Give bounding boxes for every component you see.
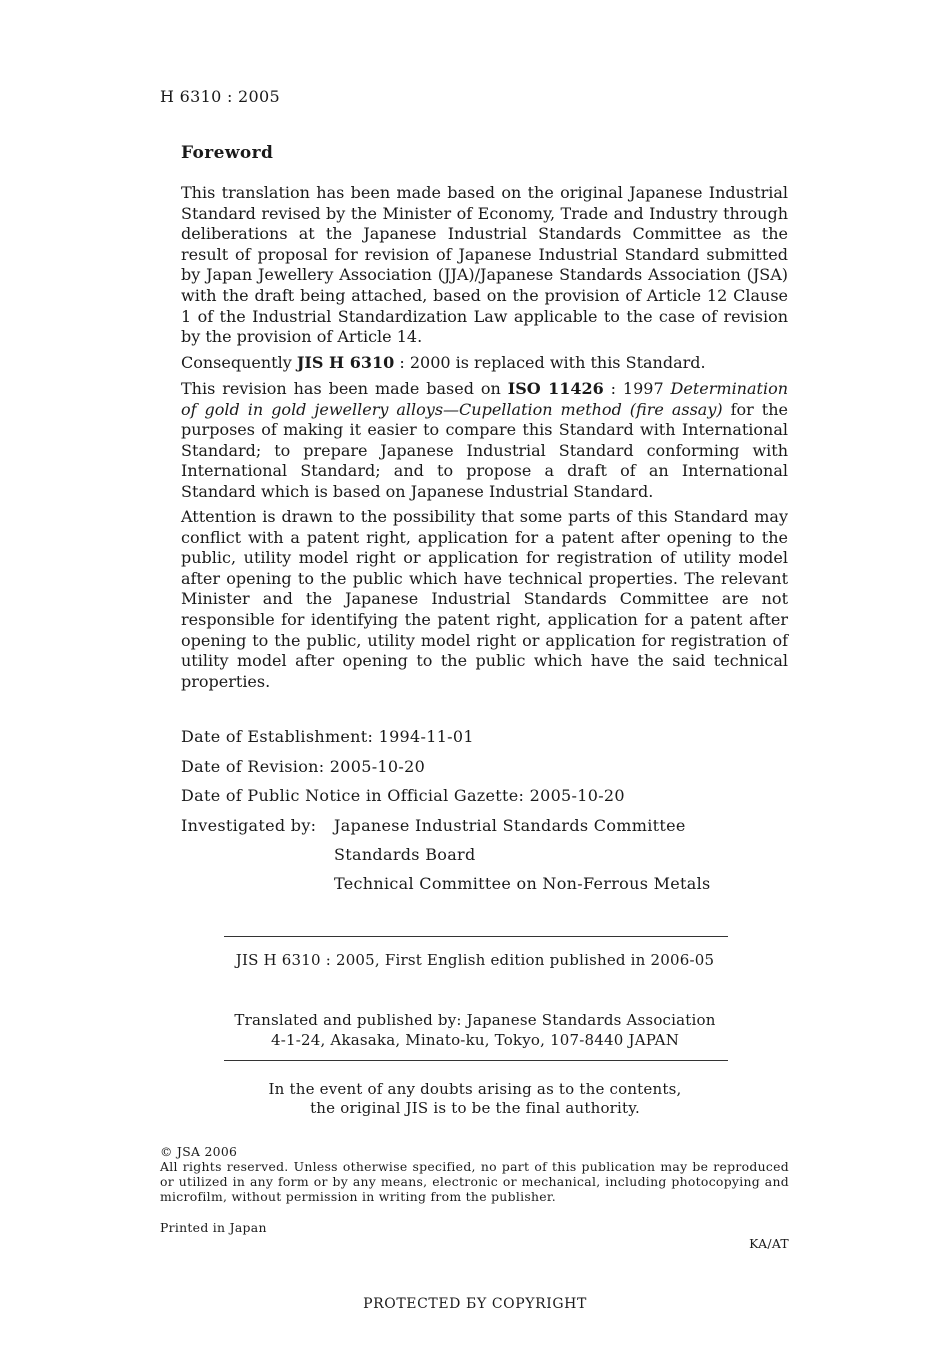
printed-in: Printed in Japan: [160, 1220, 267, 1235]
date-of-revision: Date of Revision: 2005-10-20: [181, 757, 426, 776]
translator-codes: KA/AT: [749, 1236, 789, 1251]
authority-note-line-1: In the event of any doubts arising as to the contents,: [268, 1080, 682, 1098]
publisher-address: 4-1-24, Akasaka, Minato-ku, Tokyo, 107-8440 JAPAN: [270, 1031, 680, 1049]
copyright-protection-notice: PROTECTED БY COPYRIGHT: [363, 1296, 587, 1312]
document-code: H 6310 : 2005: [160, 87, 280, 106]
p3-text-before: This revision has been made based on: [181, 379, 508, 398]
edition-line: JIS H 6310 : 2005, First English edition published in 2006-05: [235, 951, 715, 969]
p3-text-after: for the purposes of making it easier to compare this Standard with International Standard; to prepare Japanese Industrial Standard conforming with International Standard; and to propose a draft of an International Standard which is based on Japanese Industrial Standard.: [181, 399, 788, 501]
date-of-establishment: Date of Establishment: 1994-11-01: [181, 727, 474, 746]
investigator-technical-committee: Technical Committee on Non-Ferrous Metals: [334, 874, 711, 893]
date-of-public-notice: Date of Public Notice in Official Gazette: 2005-10-20: [181, 786, 625, 805]
p2-text-before: Consequently: [181, 353, 297, 372]
p3-iso-title: Determination of gold in gold jewellery alloys—Cupellation method (fire assay): [181, 379, 789, 419]
authority-note-line-2: the original JIS is to be the final authority.: [310, 1099, 640, 1117]
p2-standard-ref: JIS H 6310: [296, 353, 395, 372]
investigated-by-label: Investigated by:: [181, 816, 317, 835]
divider-bottom: [224, 1060, 728, 1061]
divider-top: [224, 936, 728, 937]
p3-iso-ref: ISO 11426: [507, 379, 604, 398]
copyright-notice: © JSA 2006: [160, 1144, 238, 1159]
p2-text-after: : 2000 is replaced with this Standard.: [394, 353, 706, 372]
p3-iso-year: : 1997: [603, 379, 671, 398]
rights-statement: All rights reserved. Unless otherwise specified, no part of this publication may be reproduced or utilized in any form or by any means, electronic or mechanical, including photocopying and microfilm, without permission in writing from the publisher.: [160, 1159, 789, 1204]
investigator-committee: Japanese Industrial Standards Committee: [334, 816, 686, 835]
foreword-paragraph-2: [181, 353, 788, 374]
foreword-paragraph-1: This translation has been made based on the original Japanese Industrial Standard revised by the Minister of Economy, Trade and Industry through deliberations at the Japanese Industrial Standards Committee as the result of proposal for revision of Japanese Industrial Standard submitted by Japan Jewellery Association (JJA)/Japanese Standards Association (JSA) with the draft being attached, based on the provision of Article 12 Clause 1 of the Industrial Standardization Law applicable to the case of revision by the provision of Article 14.: [181, 183, 788, 347]
foreword-heading: Foreword: [181, 143, 274, 163]
publisher-line: Translated and published by: Japanese Standards Association: [234, 1011, 716, 1029]
foreword-paragraph-4: Attention is drawn to the possibility that some parts of this Standard may conflict with a patent right, application for a patent after opening to the public, utility model right or application for registration of utility model after opening to the public which have technical properties. The relevant Minister and the Japanese Industrial Standards Committee are not responsible for identifying the patent right, application for a patent after opening to the public, utility model right or application for registration of utility model after opening to the public which have the said technical properties.: [181, 507, 788, 691]
investigator-board: Standards Board: [334, 845, 476, 864]
foreword-paragraph-3: [181, 379, 788, 503]
